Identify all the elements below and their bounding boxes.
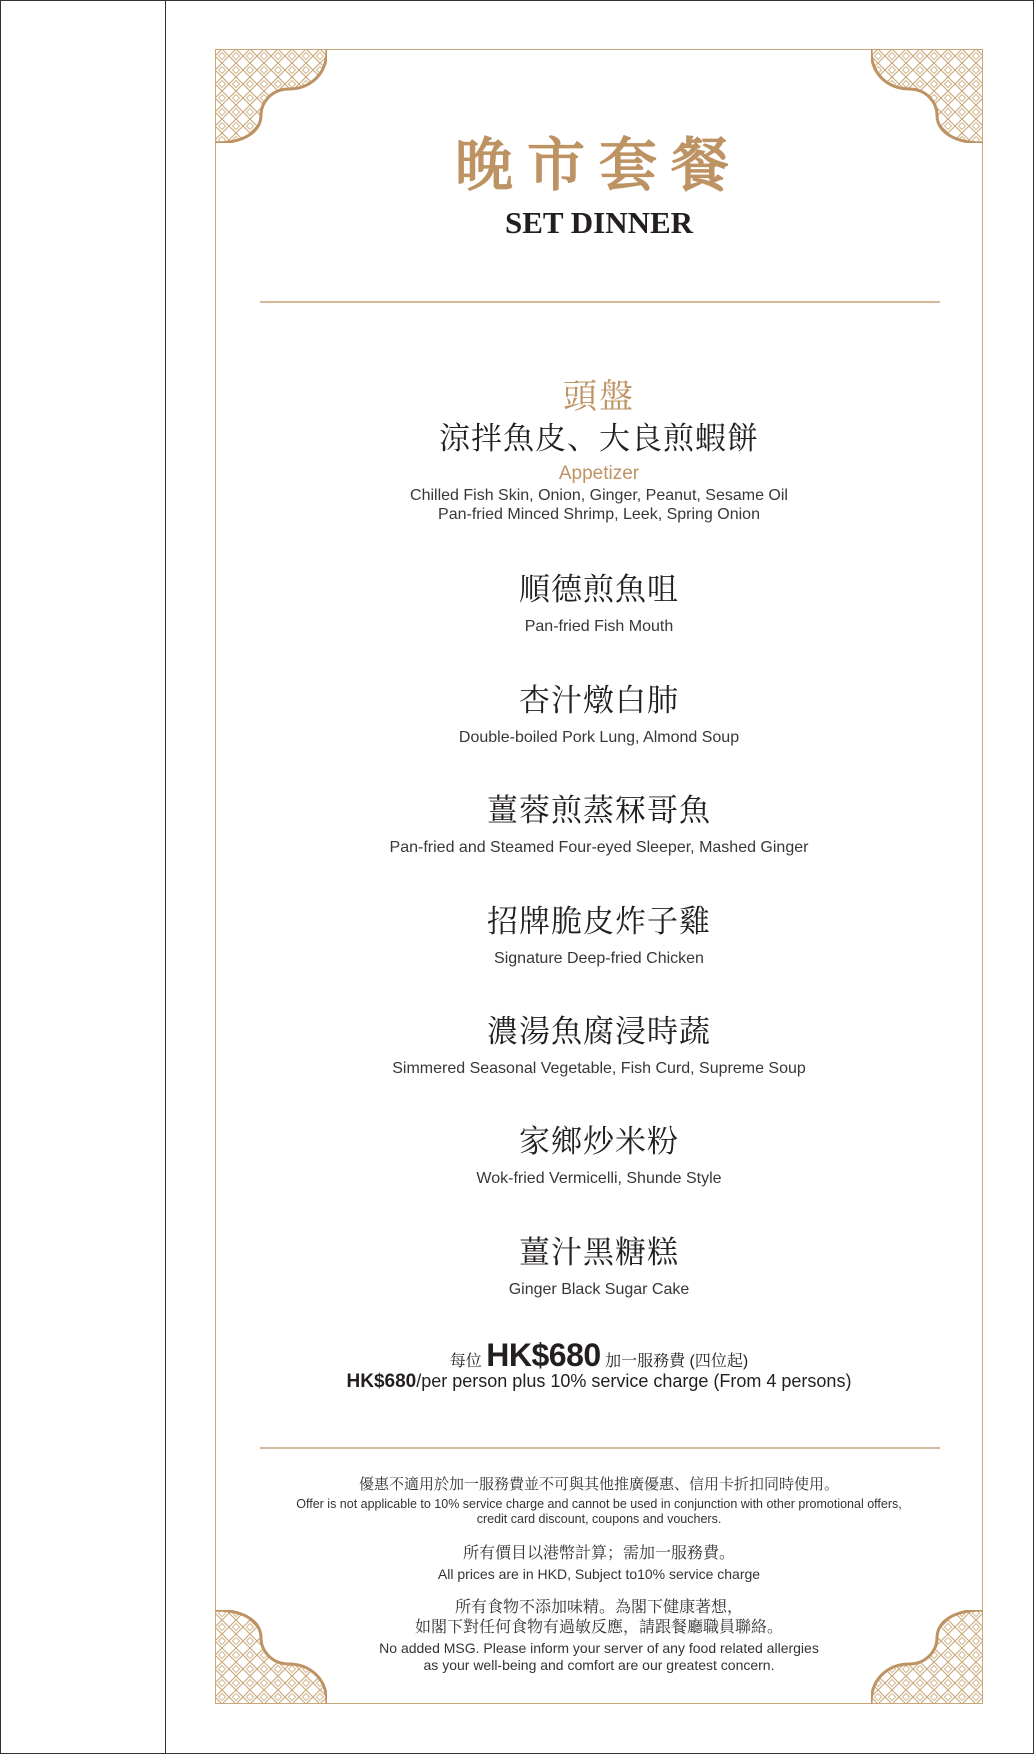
- appetizer-name-chinese: 涼拌魚皮、大良煎蝦餅: [439, 421, 759, 456]
- msg-note-chinese-line1: 所有食物不添加味精。為閣下健康著想，: [454, 1599, 743, 1616]
- msg-note-english-line2: as your well-being and comfort are our greatest concern.: [423, 1657, 775, 1673]
- price-amount-english: HK$680: [346, 1371, 417, 1392]
- prices-note-chinese: 所有價目以港幣計算；需加一服務費。: [462, 1545, 735, 1562]
- title-chinese: 晚市套餐: [454, 131, 743, 199]
- price-suffix-chinese: 加一服務費 (四位起): [605, 1353, 749, 1370]
- dish-name-chinese: 濃湯魚腐浸時蔬: [487, 1014, 711, 1049]
- appetizer-description-line2: Pan-fried Minced Shrimp, Leek, Spring Onion: [438, 506, 760, 523]
- header-divider: [260, 301, 940, 303]
- price-english: [216, 1368, 982, 1395]
- prices-note-english: All prices are in HKD, Subject to10% service charge: [437, 1566, 761, 1582]
- appetizer-label-chinese: 頭盤: [563, 378, 635, 416]
- footer-divider: [260, 1447, 940, 1449]
- dish-name-chinese: 薑蓉煎蒸冧哥魚: [487, 793, 711, 828]
- price-suffix-english: /per person plus 10% service charge (From 4 persons): [416, 1371, 852, 1391]
- dish-name-english: Wok-fried Vermicelli, Shunde Style: [476, 1170, 722, 1187]
- dish-name-english: Ginger Black Sugar Cake: [508, 1281, 690, 1298]
- msg-note-chinese-line2: 如閣下對任何食物有過敏反應，請跟餐廳職員聯絡。: [414, 1619, 783, 1636]
- price-amount: HK$680: [486, 1337, 601, 1373]
- dish-name-english: Pan-fried Fish Mouth: [524, 618, 674, 635]
- dish-name-chinese: 順德煎魚咀: [519, 572, 679, 607]
- dish-name-chinese: 招牌脆皮炸子雞: [487, 904, 711, 939]
- msg-note-english-line1: No added MSG. Please inform your server of any food related allergies: [379, 1640, 819, 1656]
- dish-name-chinese: 杏汁燉白肺: [519, 683, 679, 718]
- dish-name-chinese: 薑汁黑糖糕: [519, 1235, 679, 1270]
- offer-note-english-line1: Offer is not applicable to 10% service charge and cannot be used in conjunction with other promotional offers,: [296, 1497, 902, 1511]
- dish-name-english: Signature Deep-fried Chicken: [494, 950, 704, 967]
- dish-name-english: Double-boiled Pork Lung, Almond Soup: [458, 729, 740, 746]
- title-english: SET DINNER: [504, 205, 694, 240]
- appetizer-label-english: Appetizer: [558, 463, 640, 484]
- corner-ornament-top-left: [215, 49, 327, 143]
- offer-note-chinese: 優惠不適用於加一服務費並不可與其他推廣優惠、信用卡折扣同時使用。: [358, 1476, 839, 1493]
- offer-note-english-line2: credit card discount, coupons and vouchers.: [476, 1512, 722, 1526]
- menu-card: [215, 49, 983, 1704]
- dish-name-english: Pan-fried and Steamed Four-eyed Sleeper, Mashed Ginger: [389, 839, 809, 856]
- appetizer-description-line1: Chilled Fish Skin, Onion, Ginger, Peanut, Sesame Oil: [410, 487, 788, 504]
- dish-name-english: Simmered Seasonal Vegetable, Fish Curd, Supreme Soup: [392, 1060, 806, 1077]
- dish-name-chinese: 家鄉炒米粉: [519, 1124, 679, 1159]
- left-margin-divider: [165, 0, 166, 1754]
- corner-ornament-top-right: [871, 49, 983, 143]
- price-prefix-chinese: 每位: [449, 1353, 482, 1370]
